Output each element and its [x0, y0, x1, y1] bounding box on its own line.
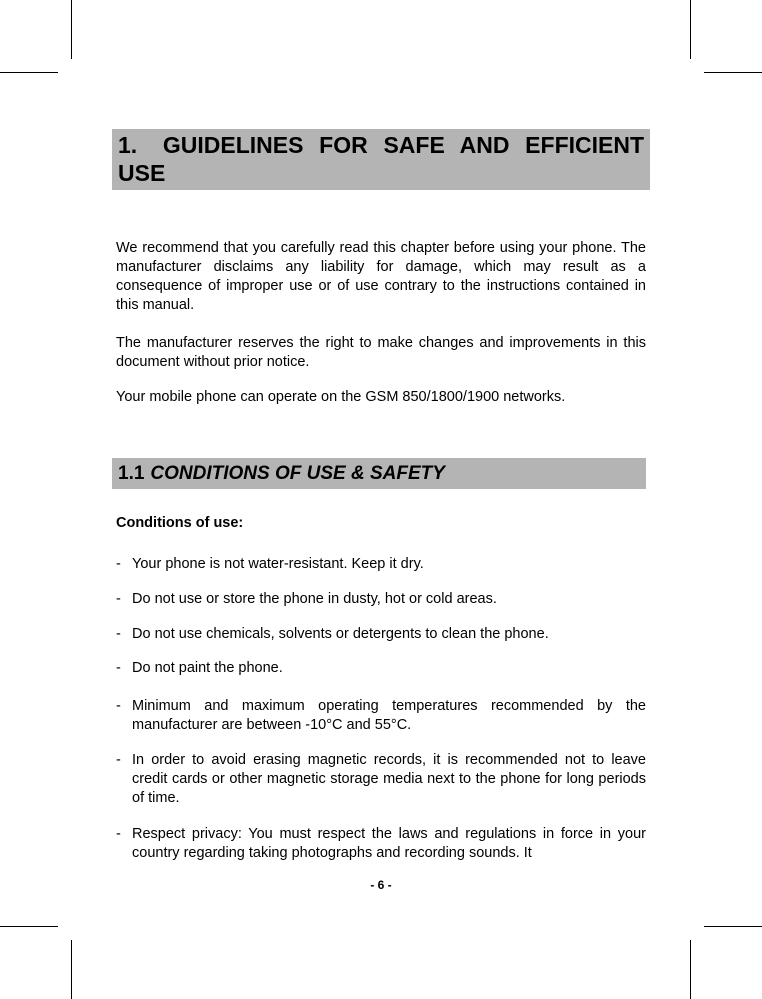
- list-item-text: Do not paint the phone.: [132, 660, 283, 676]
- bullet-dash: -: [116, 626, 121, 642]
- list-item-text: Do not use chemicals, solvents or detergents to clean the phone.: [132, 626, 549, 642]
- crop-mark: [690, 0, 691, 59]
- crop-mark: [0, 72, 58, 73]
- bullet-dash: -: [116, 660, 121, 676]
- list-item: [116, 697, 646, 735]
- crop-mark: [71, 0, 72, 59]
- bullet-dash: -: [116, 698, 121, 714]
- subsection-title: CONDITIONS OF USE & SAFETY: [150, 463, 445, 484]
- intro-paragraph: The manufacturer reserves the right to make changes and improvements in this document without prior notice.: [116, 335, 646, 370]
- bullet-dash: -: [116, 826, 121, 842]
- page-number: - 6 -: [370, 878, 392, 892]
- list-item: [116, 751, 646, 808]
- list-item: [116, 659, 646, 678]
- section-title: GUIDELINES FOR SAFE AND EFFICIENT USE: [118, 132, 645, 186]
- subsection-heading: [112, 458, 646, 489]
- list-item: [116, 555, 646, 574]
- bullet-dash: -: [116, 752, 121, 768]
- crop-mark: [704, 926, 762, 927]
- list-item-text: Minimum and maximum operating temperatures recommended by the manufacturer are between -10°C and 55°C.: [132, 698, 646, 733]
- crop-mark: [0, 926, 58, 927]
- bullet-dash: -: [116, 591, 121, 607]
- section-heading: [112, 129, 650, 190]
- conditions-heading: Conditions of use:: [116, 515, 244, 531]
- crop-mark: [71, 940, 72, 999]
- list-item: [116, 825, 646, 863]
- list-item-text: Your phone is not water-resistant. Keep it dry.: [132, 556, 424, 572]
- list-item-text: In order to avoid erasing magnetic records, it is recommended not to leave credit cards or other magnetic storage media next to the phone for long periods of time.: [132, 752, 646, 806]
- intro-paragraph: Your mobile phone can operate on the GSM 850/1800/1900 networks.: [116, 389, 566, 405]
- list-item: [116, 625, 646, 644]
- subsection-number: 1.1: [118, 463, 145, 484]
- section-number: 1.: [118, 132, 138, 158]
- bullet-dash: -: [116, 556, 121, 572]
- crop-mark: [690, 940, 691, 999]
- list-item-text: Respect privacy: You must respect the laws and regulations in force in your country regarding taking photographs and recording sounds. It: [132, 826, 646, 861]
- crop-mark: [704, 72, 762, 73]
- list-item: [116, 590, 646, 609]
- intro-paragraph: We recommend that you carefully read this chapter before using your phone. The manufacturer disclaims any liability for damage, which may result as a consequence of improper use or of use contrary to the instructions contained in this manual.: [116, 240, 646, 313]
- list-item-text: Do not use or store the phone in dusty, hot or cold areas.: [132, 591, 497, 607]
